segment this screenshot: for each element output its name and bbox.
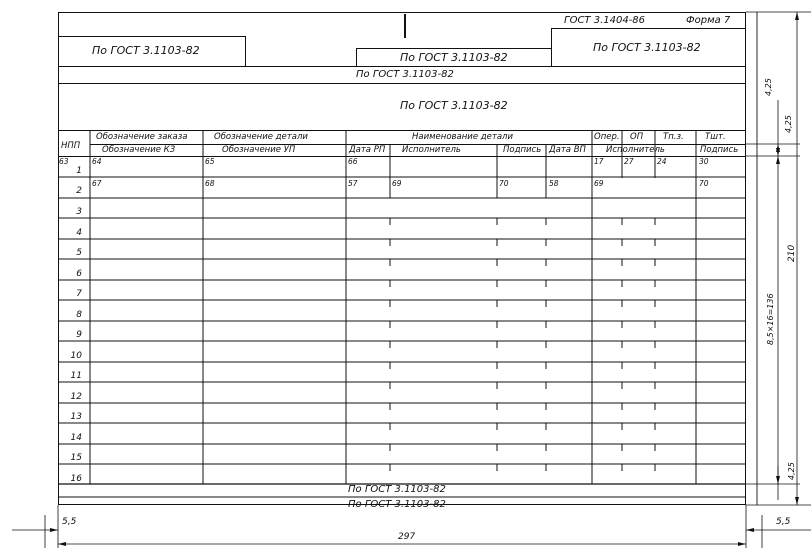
field-code: 27	[624, 157, 634, 166]
field-code: 58	[549, 179, 559, 188]
dim-55-left: 5,5	[62, 517, 77, 527]
row-number: 13	[70, 412, 82, 422]
field-code: 69	[594, 179, 604, 188]
dim-297: 297	[398, 532, 416, 542]
row-number: 10	[70, 351, 82, 361]
row-number: 14	[70, 433, 82, 443]
col-kz-designation: Обозначение КЗ	[102, 145, 176, 155]
row-number: 8	[76, 310, 82, 320]
col-tpz: Тп.з.	[663, 132, 684, 142]
form-number: Форма 7	[686, 15, 731, 26]
row-number: 16	[70, 474, 82, 484]
dim-425-top-2: 4,25	[784, 115, 793, 133]
col-order-designation: Обозначение заказа	[96, 132, 188, 142]
row-number: 6	[76, 269, 82, 279]
col-npp: НПП	[61, 141, 81, 151]
field-code: 70	[699, 179, 709, 188]
header-ref-band: По ГОСТ 3.1103-82	[356, 69, 454, 80]
col-date-rp: Дата РП	[349, 145, 386, 155]
col-up-designation: Обозначение УП	[222, 145, 296, 155]
col-part-name: Наименование детали	[412, 132, 513, 142]
field-code: 66	[348, 157, 358, 166]
dim-425-top: 4,25	[764, 78, 773, 96]
field-code: 67	[92, 179, 102, 188]
row-number: 9	[76, 330, 82, 340]
header-ref-middle: По ГОСТ 3.1103-82	[400, 51, 508, 64]
col-oper: Опер.	[594, 132, 620, 142]
field-code: 69	[392, 179, 402, 188]
col-signature: Подпись	[503, 145, 542, 155]
row-number: 3	[76, 207, 82, 217]
row-number: 1	[76, 166, 82, 176]
col-executor-2: Исполнитель	[606, 145, 665, 155]
field-code: 70	[499, 179, 509, 188]
header-ref-right: По ГОСТ 3.1103-82	[593, 41, 701, 54]
field-code: 68	[205, 179, 215, 188]
row-number: 4	[76, 228, 82, 238]
row-number: 11	[70, 371, 82, 381]
field-code: 17	[594, 157, 604, 166]
row-number: 12	[70, 392, 82, 402]
footer-ref-1: По ГОСТ 3.1103-82	[348, 484, 446, 495]
footer-ref-2: По ГОСТ 3.1103-82	[348, 499, 446, 510]
row-number: 2	[76, 186, 82, 196]
row-number: 15	[70, 453, 82, 463]
field-code: 24	[657, 157, 667, 166]
col-executor: Исполнитель	[402, 145, 461, 155]
field-code: 64	[92, 157, 102, 166]
col-date-vp: Дата ВП	[549, 145, 586, 155]
header-ref-left: По ГОСТ 3.1103-82	[92, 44, 200, 57]
col-tsht: Тшт.	[705, 132, 726, 142]
col-op: ОП	[630, 132, 644, 142]
dim-425-bottom: 4,25	[787, 462, 796, 480]
row-number: 5	[76, 248, 82, 258]
col-signature-2: Подпись	[700, 145, 739, 155]
dim-55-right: 5,5	[776, 517, 791, 527]
header-ref-large: По ГОСТ 3.1103-82	[400, 99, 508, 112]
gost-number: ГОСТ 3.1404-86	[564, 15, 646, 26]
field-code: 63	[59, 157, 69, 166]
field-code: 65	[205, 157, 215, 166]
dim-210: 210	[787, 244, 797, 262]
field-code: 30	[699, 157, 709, 166]
col-part-designation: Обозначение детали	[214, 132, 308, 142]
field-code: 57	[348, 179, 358, 188]
row-number: 7	[76, 289, 82, 299]
dim-rows: 8,5×16=136	[766, 293, 775, 345]
